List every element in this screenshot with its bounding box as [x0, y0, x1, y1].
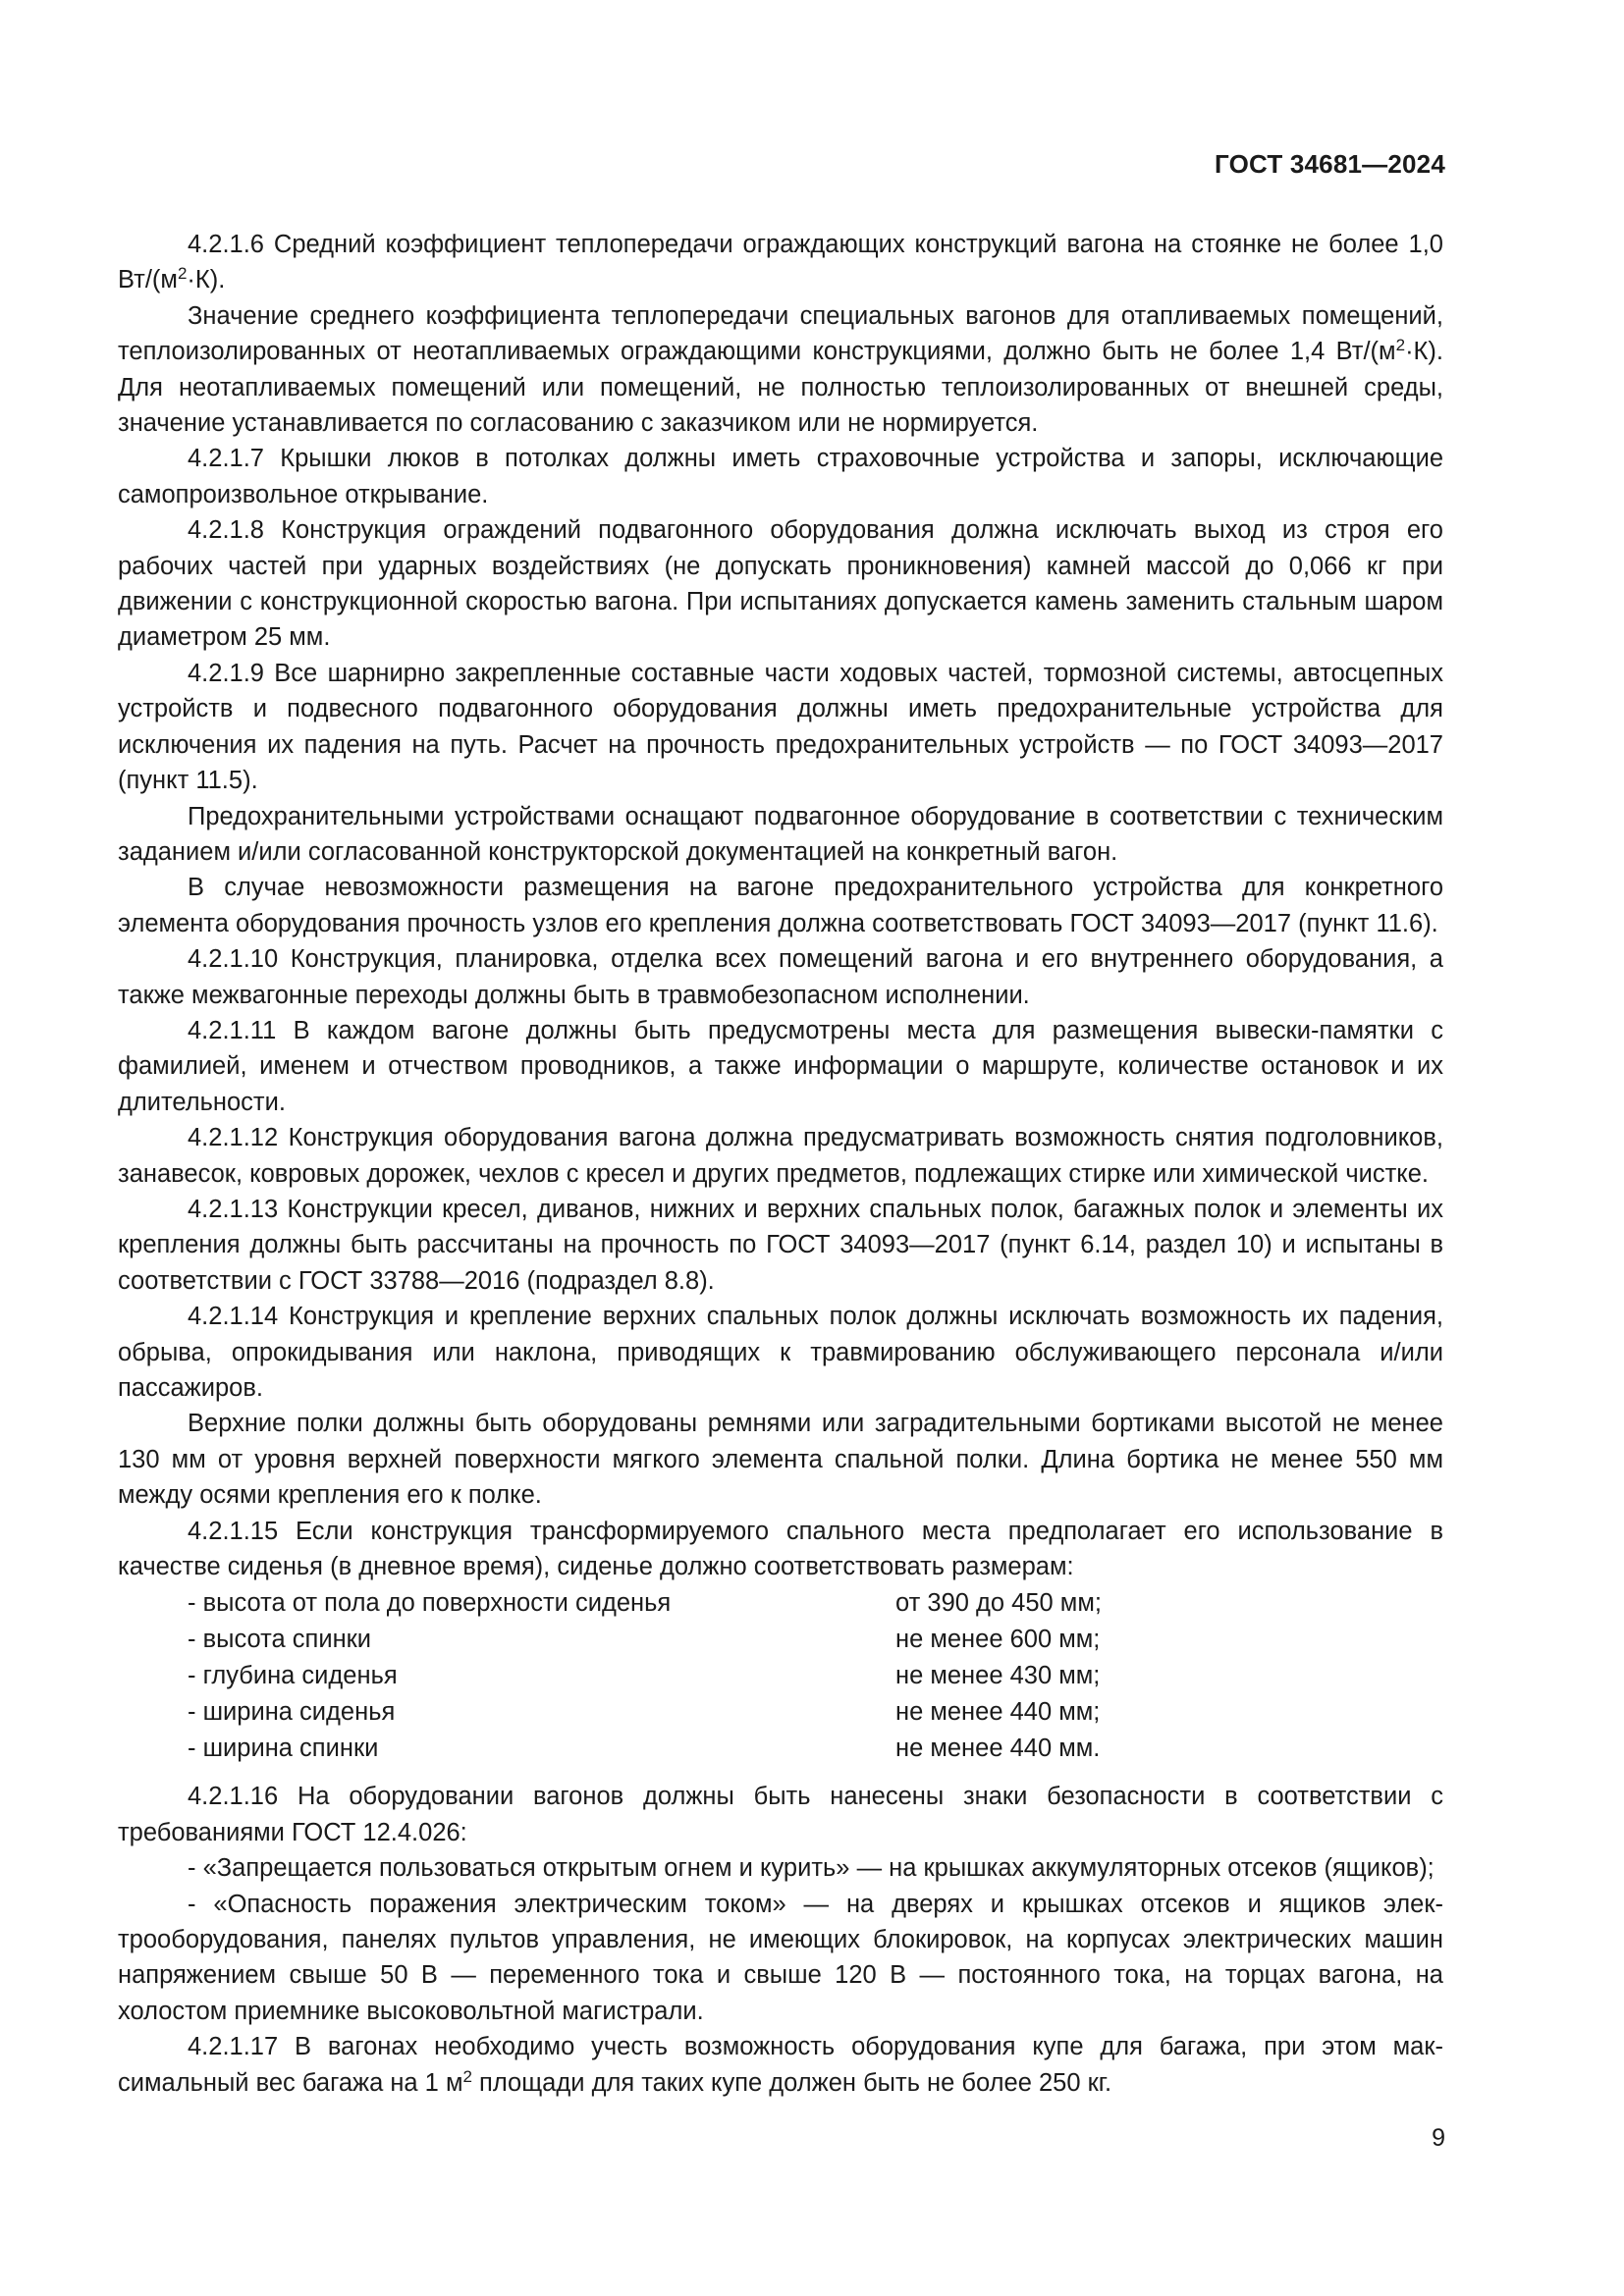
- seat-dimensions-list: [118, 1585, 1443, 1767]
- paragraph-4-2-1-14: 4.2.1.14 Конструкция и крепление верхних спальных полок должны исключать возможность их падения, обрыва, опрокидывания или наклона, приводящих к травмированию обслуживающего персонала и/или пассажиров.: [118, 1303, 1443, 1402]
- paragraph-safety-devices: Предохранительными устройствами оснащают подвагонное оборудование в соответствии с техническим заданием и/или согласованной конструкторской документацией на конкретный вагон.: [118, 802, 1443, 866]
- paragraph-sign-electric-shock: - «Опасность поражения электрическим током» — на дверях и крышках отсеков и ящиков электрооборудования, панелях пультов управления, не имеющих блокировок, на корпусах электрических машин напряжением свыше 50 В — переменного тока и свыше 120 В — постоянного тока, на торцах вагона, на холостом приемнике высоковольтной магистрали.: [118, 1890, 1443, 2025]
- paragraph-text: 4.2.1.17 В вагонах необходимо учесть возможность оборудования купе для багажа, при этом максимальный вес багажа на 1 м: [118, 2033, 1443, 2097]
- paragraph-sign-no-fire: - «Запрещается пользоваться открытым огнем и курить» — на крышках аккумуляторных отсеков (ящиков);: [188, 1854, 1435, 1883]
- paragraph-text: площади для таких купе должен быть не более 250 кг.: [471, 2068, 1112, 2097]
- paragraph-4-2-1-8: 4.2.1.8 Конструкция ограждений подвагонного оборудования должна исключать выход из строя его рабочих частей при ударных воздействиях (не допускать проникновения) камней массой до 0,066 кг при движении с конструкционной скоростью вагона. При испытаниях допускается камень заменить стальным шаром диаметром 25 мм.: [118, 516, 1443, 652]
- paragraph-4-2-1-13: 4.2.1.13 Конструкции кресел, диванов, нижних и верхних спальных полок, багажных полок и элементы их крепления должны быть рассчитаны на прочность по ГОСТ 34093—2017 (пункт 6.14, раздел 10) и испытаны в соответствии с ГОСТ 33788—2016 (подраздел 8.8).: [118, 1195, 1443, 1295]
- paragraph-text: 4.2.1.6 Средний коэффициент теплопередачи ограждающих конструкций вагона на стоянке не более 1,0 Вт/(м: [118, 231, 1443, 294]
- paragraph-mounting-strength: В случае невозможности размещения на вагоне предохранительного устройства для конкретного элемента оборудования прочность узлов его крепления должна соответствовать ГОСТ 34093—2017 (пункт 11.6).: [118, 874, 1443, 937]
- list-item-value: не менее 440 мм;: [895, 1698, 1101, 1727]
- paragraph-text: Значение среднего коэффициента теплопередачи специальных вагонов для отапливаемых помещений, теплоизолированных от неотапливаемых ограждающими конструкциями, должно быть не более 1,4 Вт/(м: [118, 301, 1443, 366]
- list-item-value: не менее 600 мм;: [895, 1626, 1101, 1654]
- paragraph-text: ·К). Для неотапливаемых помещений или помещений, не полностью теплоизолированных от внешней среды, значение устанавливается по согласованию с заказчиком или не нормируется.: [118, 338, 1443, 438]
- paragraph-4-2-1-6: [118, 227, 1443, 298]
- list-item-label: - глубина сиденья: [188, 1662, 398, 1690]
- list-item-value: не менее 440 мм.: [895, 1735, 1101, 1763]
- document-body: [118, 227, 1443, 2101]
- list-item-label: - ширина спинки: [188, 1735, 379, 1763]
- list-item: [118, 1622, 1443, 1658]
- list-item-value: от 390 до 450 мм;: [895, 1589, 1102, 1618]
- paragraph-4-2-1-9: 4.2.1.9 Все шарнирно закрепленные составные части ходовых частей, тормозной системы, автосцепных устройств и подвесного подвагонного оборудования должны иметь предохранительные устройства для исключения их падения на путь. Расчет на прочность предохранительных устройств — по ГОСТ 34093—2017 (пункт 11.5).: [118, 659, 1443, 795]
- paragraph-heat-transfer-special: [118, 298, 1443, 442]
- list-item: [118, 1731, 1443, 1767]
- paragraph-4-2-1-16: 4.2.1.16 На оборудовании вагонов должны быть нанесены знаки безопасности в соответствии с требованиями ГОСТ 12.4.026:: [118, 1783, 1443, 1846]
- list-item-label: - ширина сиденья: [188, 1698, 396, 1727]
- superscript: 2: [1395, 336, 1406, 355]
- paragraph-4-2-1-17: [118, 2029, 1443, 2101]
- paragraph-4-2-1-11: 4.2.1.11 В каждом вагоне должны быть предусмотрены места для размещения вывески-памятки с фамилией, именем и отчеством проводников, а также информации о маршруте, количестве остановок и их длительности.: [118, 1016, 1443, 1116]
- paragraph-text: ·К).: [187, 266, 226, 294]
- list-item-value: не менее 430 мм;: [895, 1662, 1101, 1690]
- list-item: [118, 1658, 1443, 1694]
- list-item-label: - высота от пола до поверхности сиденья: [188, 1589, 672, 1618]
- paragraph-4-2-1-15: 4.2.1.15 Если конструкция трансформируемого спального места предполагает его использование в качестве сиденья (в дневное время), сиденье должно соответствовать размерам:: [118, 1517, 1443, 1581]
- paragraph-4-2-1-10: 4.2.1.10 Конструкция, планировка, отделка всех помещений вагона и его внутреннего оборудования, а также межвагонные переходы должны быть в травмобезопасном исполнении.: [118, 945, 1443, 1009]
- page-number: 9: [1432, 2124, 1445, 2152]
- paragraph-4-2-1-7: 4.2.1.7 Крышки люков в потолках должны иметь страховочные устройства и запоры, исключающие самопроизвольное открывание.: [118, 445, 1443, 508]
- list-item: [118, 1694, 1443, 1731]
- standard-designation: ГОСТ 34681—2024: [1215, 149, 1445, 179]
- superscript: 2: [177, 264, 188, 284]
- list-item: [118, 1585, 1443, 1622]
- paragraph-4-2-1-12: 4.2.1.12 Конструкция оборудования вагона должна предусматривать возможность снятия подголовников, занавесок, ковровых дорожек, чехлов с кресел и других предметов, подлежащих стирке или химической чистке.: [118, 1124, 1443, 1188]
- paragraph-upper-berths: Верхние полки должны быть оборудованы ремнями или заградительными бортиками высотой не менее 130 мм от уровня верхней поверхности мягкого элемента спальной полки. Длина бортика не менее 550 мм между осями крепления его к полке.: [118, 1410, 1443, 1510]
- list-item-label: - высота спинки: [188, 1626, 372, 1654]
- superscript: 2: [462, 2066, 472, 2086]
